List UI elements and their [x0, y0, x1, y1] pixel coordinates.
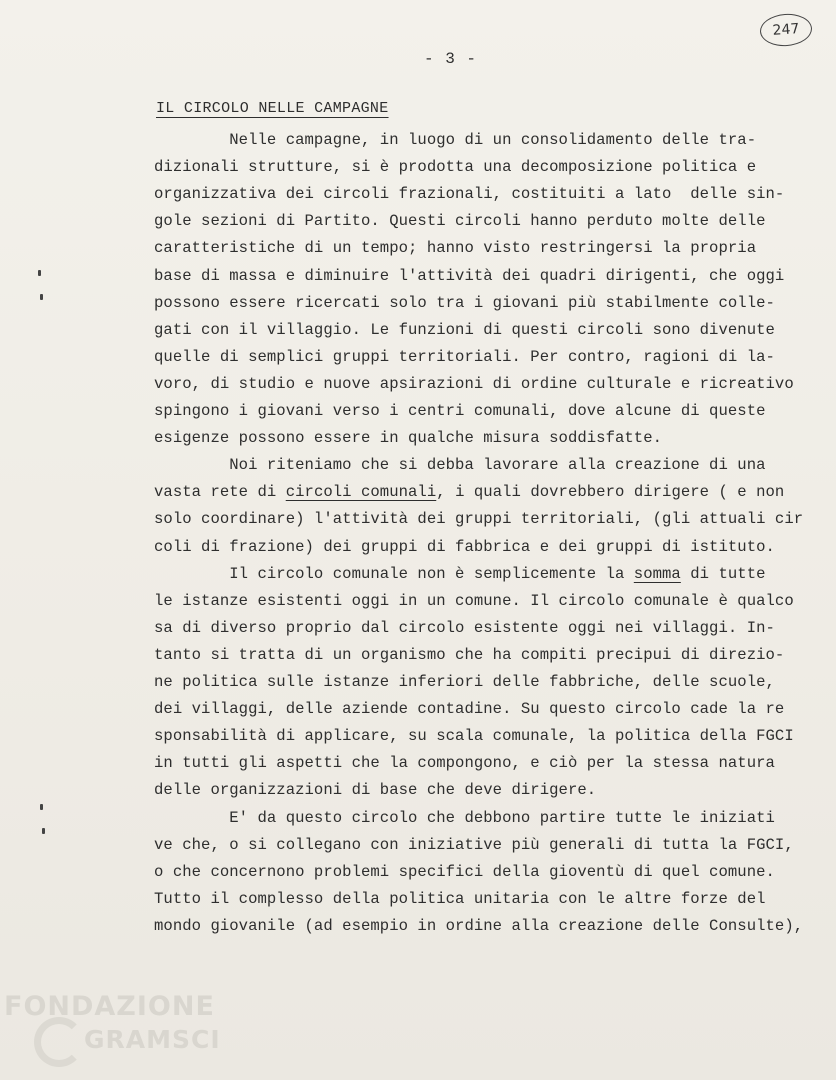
watermark-logo — [0, 985, 220, 1080]
margin-mark — [38, 270, 41, 276]
text-line: Nelle campagne, in luogo di un consolidamento delle tra- — [154, 131, 757, 149]
text-line: possono essere ricercati solo tra i giovani più stabilmente colle- — [154, 293, 775, 312]
text-line: ve che, o si collegano con iniziative più generali di tutta la FGCI, — [154, 835, 794, 854]
text-line: sponsabilità di applicare, su scala comunale, la politica della FGCI — [154, 727, 794, 746]
watermark-line2: GRAMSCI — [84, 1025, 221, 1054]
text-line: Il circolo comunale non è semplicemente la somma di tutte — [154, 564, 766, 583]
archive-stamp: 247 — [759, 12, 813, 48]
text-line: quelle di semplici gruppi territoriali. Per contro, ragioni di la- — [154, 347, 775, 366]
margin-mark — [40, 804, 43, 810]
text-line: E' da questo circolo che debbono partire tutte le iniziati — [154, 808, 775, 827]
text-line: gole sezioni di Partito. Questi circoli hanno perduto molte delle — [154, 212, 766, 231]
watermark-g-icon — [34, 1017, 84, 1067]
text-line: Tutto il complesso della politica unitaria con le altre forze del — [154, 889, 766, 908]
text-line: organizzativa dei circoli frazionali, costituiti a lato delle sin- — [154, 185, 785, 204]
text-line: mondo giovanile (ad esempio in ordine alla creazione delle Consulte), — [154, 916, 804, 935]
watermark-line1: FONDAZIONE — [4, 991, 215, 1022]
margin-mark — [40, 294, 43, 300]
text-line: sa di diverso proprio dal circolo esistente oggi nei villaggi. In- — [154, 618, 775, 637]
page-number: - 3 - — [424, 50, 478, 68]
text-line: vasta rete di circoli comunali, i quali dovrebbero dirigere ( e non — [154, 483, 785, 502]
text-line: spingono i giovani verso i centri comunali, dove alcune di queste — [154, 402, 766, 420]
text-line: voro, di studio e nuove apsirazioni di ordine culturale e ricreativo — [154, 374, 794, 393]
text-line: ne politica sulle istanze inferiori delle fabbriche, delle scuole, — [154, 673, 775, 691]
text-line: dizionali strutture, si è prodotta una decomposizione politica e — [154, 158, 757, 177]
text-line: tanto si tratta di un organismo che ha compiti precipui di direzio- — [154, 645, 785, 664]
text-line: esigenze possono essere in qualche misura soddisfatte. — [154, 429, 663, 448]
text-line: base di massa e diminuire l'attività dei quadri dirigenti, che oggi — [154, 266, 785, 285]
text-line: gati con il villaggio. Le funzioni di questi circoli sono divenute — [154, 320, 775, 339]
text-line: solo coordinare) l'attività dei gruppi territoriali, (gli attuali cir — [154, 510, 804, 529]
text-line: coli di frazione) dei gruppi di fabbrica e dei gruppi di istituto. — [154, 537, 775, 556]
text-line: caratteristiche di un tempo; hanno visto restringersi la propria — [154, 239, 757, 258]
margin-mark — [42, 828, 45, 834]
text-line: Noi riteniamo che si debba lavorare alla creazione di una — [154, 456, 766, 475]
text-line: in tutti gli aspetti che la compongono, e ciò per la stessa natura — [154, 754, 775, 773]
text-line: delle organizzazioni di base che deve dirigere. — [154, 781, 597, 800]
text-line: le istanze esistenti oggi in un comune. Il circolo comunale è qualco — [154, 591, 794, 610]
text-line: dei villaggi, delle aziende contadine. Su questo circolo cade la re — [154, 700, 785, 719]
section-title: IL CIRCOLO NELLE CAMPAGNE — [156, 100, 389, 117]
text-line: o che concernono problemi specifici della gioventù di quel comune. — [154, 862, 775, 881]
